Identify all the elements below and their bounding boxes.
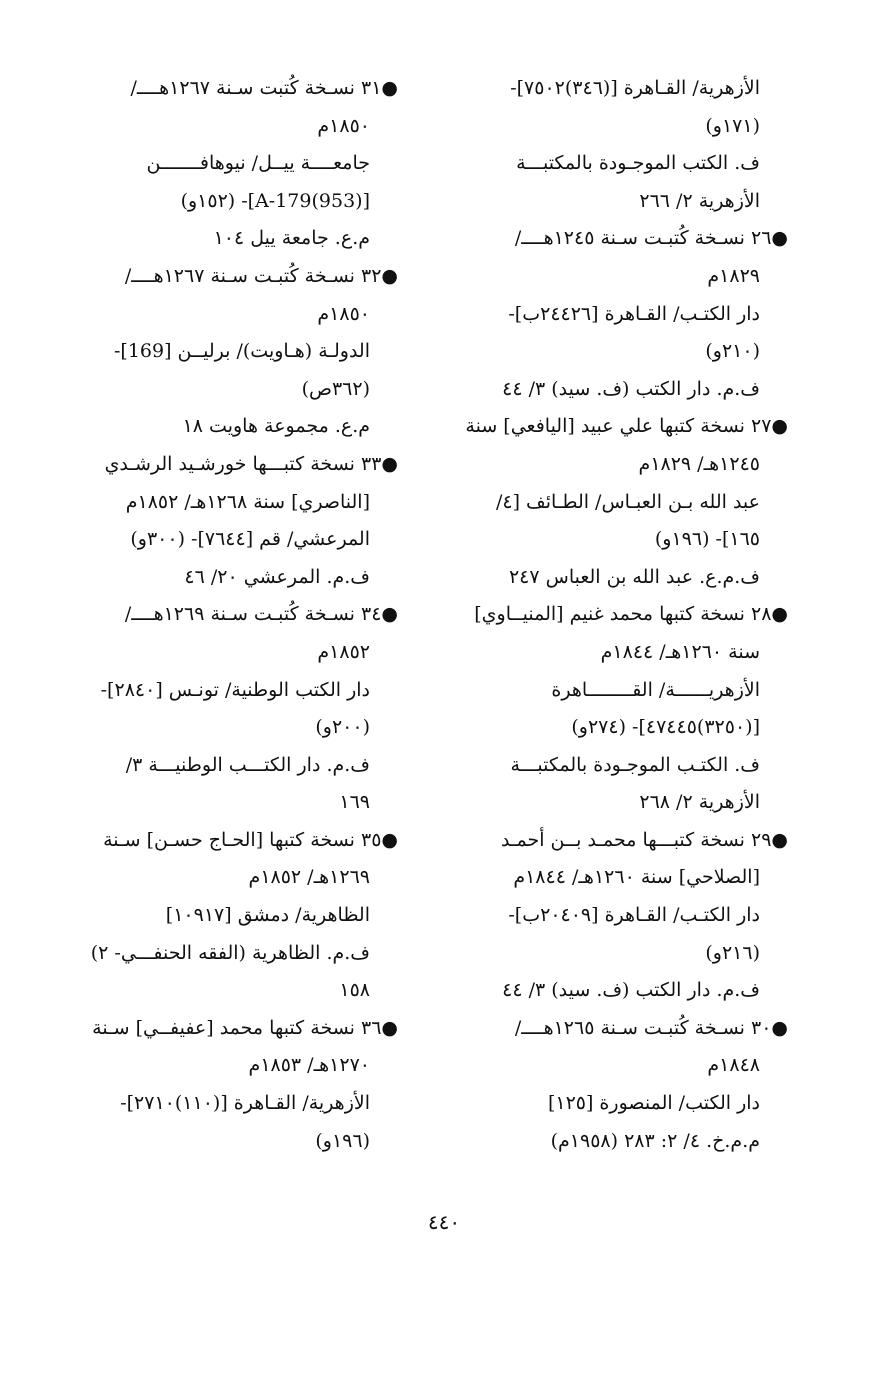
- entry-detail-line: الأزهرية ٢/ ٢٦٨: [639, 791, 760, 814]
- entry-detail-line: [الناصري] سنة ١٢٦٨هـ/ ١٨٥٢م: [125, 490, 370, 513]
- entry-detail-line: دار الكتـب/ القـاهرة [٢٠٤٠٩ب]-: [508, 904, 760, 927]
- entry-detail-line: عبد الله بـن العبـاس/ الطـائف [٤/: [495, 490, 760, 513]
- left-column: [58, 70, 398, 1160]
- entry-detail-line: ف.م. المرعشي ٢٠/ ٤٦: [184, 565, 370, 588]
- entry-detail-line: الأزهرية/ القـاهرة [(١١٠)٢٧١٠]-: [120, 1092, 370, 1115]
- entry-detail-line: ١٢٤٥هـ/ ١٨٢٩م: [638, 452, 760, 475]
- entry-detail-line: ١٥٨: [339, 979, 370, 1002]
- entry-detail-line: ف.م. الظاهرية (الفقه الحنفـــي- ٢): [90, 941, 370, 964]
- entry-detail-line: دار الكتـب/ القـاهرة [٢٤٤٢٦ب]-: [508, 302, 760, 325]
- entry-heading-line: ●٣١ نسـخة كُتبت سـنة ١٢٦٧هــــ/: [130, 77, 398, 99]
- entry-detail-line: [A-179(953)]- (١٥٢و): [180, 189, 370, 212]
- entry-detail-line: جامعــــة ييــل/ نيوهافـــــــن: [146, 152, 370, 175]
- entry-detail-line: الظاهرية/ دمشق [١٠٩١٧]: [165, 904, 370, 927]
- entry-heading-line: ●٣٦ نسخة كتبها محمد [عفيفــي] سـنة: [92, 1016, 398, 1039]
- entry-detail-line: (٢١٠و): [705, 340, 760, 363]
- entry-detail-line: دار الكتب/ المنصورة [١٢٥]: [547, 1092, 760, 1115]
- page-number: ٤٤٠: [427, 1210, 461, 1234]
- entry-detail-line: ١٨٤٨م: [707, 1054, 760, 1077]
- entry-detail-line: م.ع. مجموعة هاويت ١٨: [182, 415, 370, 438]
- entry-detail-line: المرعشي/ قم [٧٦٤٤]- (٣٠٠و): [130, 528, 370, 551]
- entry-detail-line: الدولـة (هـاويت)/ برليــن [169]-: [113, 340, 370, 363]
- entry-detail-line: ف.م. دار الكتـــب الوطنيـــة ٣/: [125, 753, 370, 776]
- entry-detail-line: ف.م.ع. عبد الله بن العباس ٢٤٧: [508, 565, 760, 588]
- entry-detail-line: الأزهريــــــة/ القــــــــاهرة: [551, 678, 760, 701]
- entry-detail-line: ١٨٥٢م: [317, 640, 370, 663]
- entry-detail-line: ف. الكتب الموجـودة بالمكتبـــة: [516, 152, 760, 175]
- entry-heading-line: ●٣٢ نسـخة كُتبـت سـنة ١٢٦٧هــــ/: [124, 264, 398, 287]
- entry-detail-line: ١٨٥٠م: [317, 114, 370, 137]
- entry-detail-line: ١٦٥]- (١٩٦و): [654, 528, 760, 551]
- entry-heading-line: ●٣٣ نسخة كتبـــها خورشـيد الرشـدي: [104, 452, 398, 475]
- entry-heading-line: ●٢٦ نسـخة كُتبـت سـنة ١٢٤٥هــــ/: [514, 227, 788, 250]
- entry-detail-line: م.ع. جامعة ييل ١٠٤: [213, 227, 370, 250]
- entry-heading-line: ●٣٤ نسـخة كُتبـت سـنة ١٢٦٩هــــ/: [124, 603, 398, 626]
- entry-detail-line: ف.م. دار الكتب (ف. سيد) ٣/ ٤٤: [502, 979, 760, 1002]
- entry-detail-line: الأزهرية/ القـاهرة [(٣٤٦)٧٥٠٢]-: [510, 77, 760, 99]
- entry-detail-line: ١٢٧٠هـ/ ١٨٥٣م: [248, 1054, 370, 1077]
- entry-detail-line: ١٨٢٩م: [707, 264, 760, 287]
- entry-heading-line: ●٢٨ نسخة كتبها محمد غنيم [المنيــاوي]: [474, 603, 788, 626]
- entry-detail-line: الأزهرية ٢/ ٢٦٦: [639, 189, 760, 212]
- entry-detail-line: (١٩٦و): [315, 1129, 370, 1152]
- entry-detail-line: [(٣٢٥٠)٤٧٤٤٥]- (٢٧٤و): [571, 716, 760, 739]
- right-column: [428, 70, 788, 1160]
- entry-detail-line: (٢١٦و): [705, 941, 760, 964]
- entry-heading-line: ●٣٠ نسـخة كُتبـت سـنة ١٢٦٥هــــ/: [514, 1016, 788, 1039]
- entry-heading-line: ●٢٩ نسخة كتبـــها محمـد بــن أحمـد: [500, 828, 788, 851]
- entry-detail-line: ١٦٩: [339, 791, 370, 814]
- entry-detail-line: ف. الكتـب الموجـودة بالمكتبـــة: [510, 753, 760, 776]
- entry-detail-line: ف.م. دار الكتب (ف. سيد) ٣/ ٤٤: [502, 377, 760, 400]
- entry-heading-line: ●٣٥ نسخة كتبها [الحـاج حسـن] سـنة: [103, 828, 398, 851]
- entry-detail-line: دار الكتب الوطنية/ تونـس [٢٨٤٠]-: [100, 678, 370, 701]
- entry-detail-line: م.م.خ. ٤/ ٢: ٢٨٣ (١٩٥٨م): [550, 1129, 760, 1152]
- entry-heading-line: ●٢٧ نسخة كتبها علي عبيد [اليافعي] سنة: [465, 415, 788, 438]
- entry-detail-line: ١٨٥٠م: [317, 302, 370, 325]
- entry-detail-line: (١٧١و): [705, 114, 760, 137]
- entry-detail-line: (٣٦٢ص): [301, 377, 370, 400]
- entry-detail-line: (٢٠٠و): [315, 716, 370, 739]
- entry-detail-line: [الصلاحي] سنة ١٢٦٠هـ/ ١٨٤٤م: [513, 866, 760, 889]
- entry-detail-line: سنة ١٢٦٠هـ/ ١٨٤٤م: [600, 640, 760, 663]
- entry-detail-line: ١٢٦٩هـ/ ١٨٥٢م: [248, 866, 370, 889]
